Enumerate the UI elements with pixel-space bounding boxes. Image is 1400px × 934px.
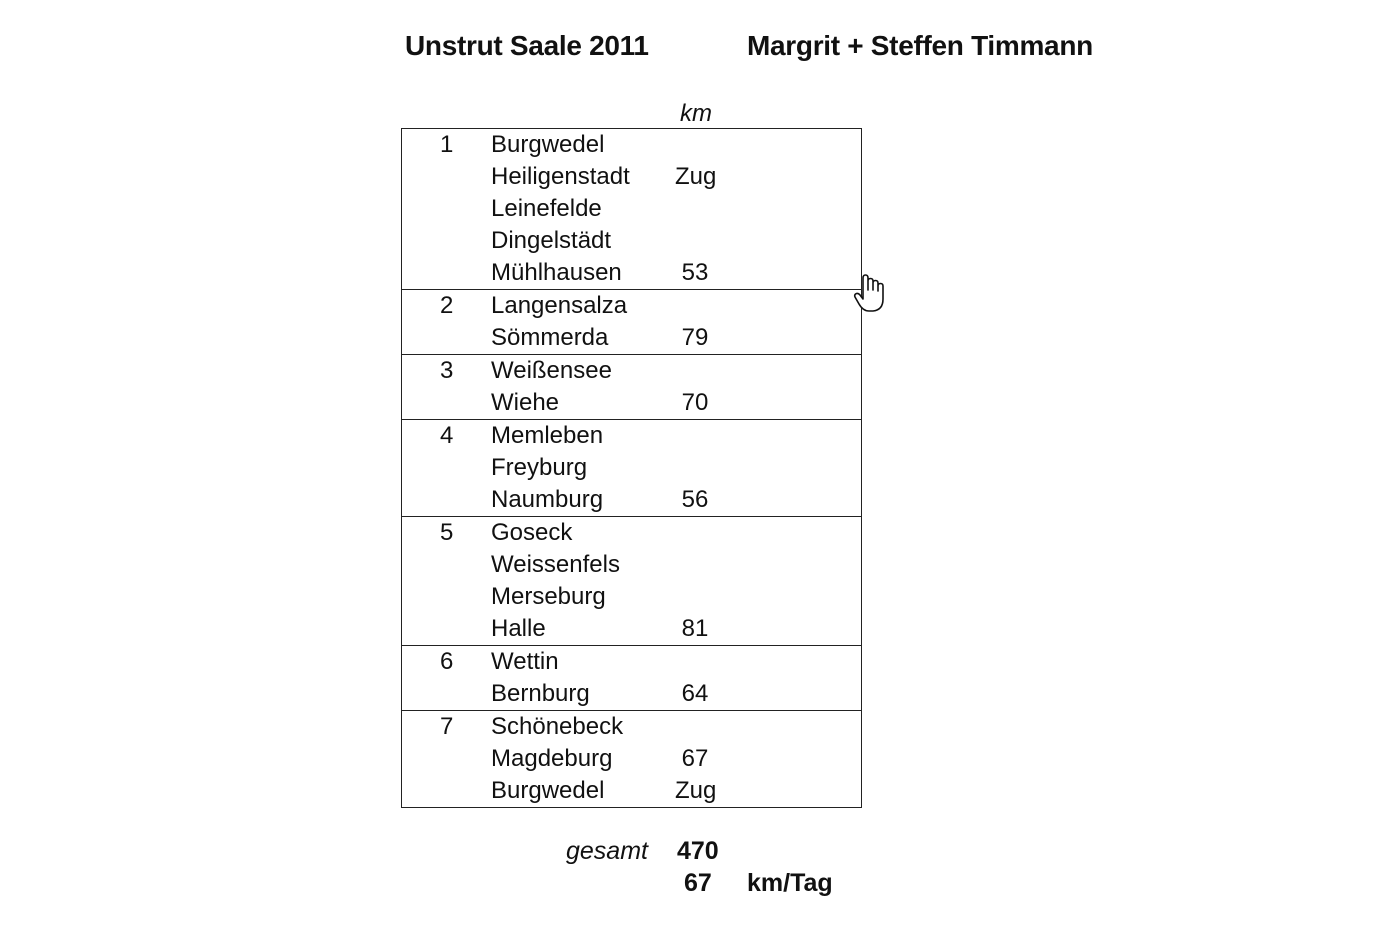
stage-group bbox=[402, 355, 861, 420]
table-row bbox=[402, 420, 861, 452]
stage-group bbox=[402, 420, 861, 517]
town-name: Halle bbox=[491, 615, 546, 642]
stage-number: 6 bbox=[440, 648, 454, 675]
table-row bbox=[402, 355, 861, 387]
town-name: Sömmerda bbox=[491, 324, 609, 351]
hand-pointer-icon bbox=[851, 272, 887, 314]
table-row bbox=[402, 225, 861, 257]
town-name: Wettin bbox=[491, 648, 559, 675]
stage-number: 7 bbox=[440, 713, 454, 740]
stage-number: 5 bbox=[440, 519, 454, 546]
town-name: Burgwedel bbox=[491, 131, 605, 158]
stage-number: 2 bbox=[440, 292, 454, 319]
stage-km: 64 bbox=[681, 680, 709, 707]
stage-number: 3 bbox=[440, 357, 454, 384]
table-row bbox=[402, 517, 861, 549]
stage-group bbox=[402, 290, 861, 355]
town-name: Goseck bbox=[491, 519, 573, 546]
town-name: Weissenfels bbox=[491, 551, 620, 578]
table-row bbox=[402, 290, 861, 322]
stage-group bbox=[402, 129, 861, 290]
total-label: gesamt bbox=[566, 837, 648, 865]
table-row bbox=[402, 711, 861, 743]
town-name: Naumburg bbox=[491, 486, 604, 513]
town-name: Leinefelde bbox=[491, 195, 602, 222]
km-column-header: km bbox=[680, 100, 712, 127]
table-row bbox=[402, 193, 861, 225]
authors: Margrit + Steffen Timmann bbox=[747, 30, 1093, 61]
table-row bbox=[402, 387, 861, 419]
stage-number: 4 bbox=[440, 422, 454, 449]
town-name: Schönebeck bbox=[491, 713, 624, 740]
stage-km: 53 bbox=[681, 259, 709, 286]
town-name: Mühlhausen bbox=[491, 259, 622, 286]
town-name: Merseburg bbox=[491, 583, 606, 610]
table-row bbox=[402, 743, 861, 775]
table-row bbox=[402, 452, 861, 484]
stage-km: 81 bbox=[681, 615, 709, 642]
stage-group bbox=[402, 711, 861, 808]
town-name: Memleben bbox=[491, 422, 604, 449]
town-name: Weißensee bbox=[491, 357, 612, 384]
table-row bbox=[402, 484, 861, 516]
table-row bbox=[402, 678, 861, 710]
stage-km: Zug bbox=[675, 163, 717, 190]
town-name: Heiligenstadt bbox=[491, 163, 630, 190]
table-row bbox=[402, 129, 861, 161]
stage-km: 67 bbox=[681, 745, 709, 772]
stage-number: 1 bbox=[440, 131, 454, 158]
table-row bbox=[402, 161, 861, 193]
table-row bbox=[402, 549, 861, 581]
table-row bbox=[402, 775, 861, 807]
table-row bbox=[402, 581, 861, 613]
average-km: 67 bbox=[684, 869, 712, 897]
town-name: Dingelstädt bbox=[491, 227, 612, 254]
town-name: Freyburg bbox=[491, 454, 588, 481]
town-name: Wiehe bbox=[491, 389, 560, 416]
average-unit: km/Tag bbox=[747, 869, 833, 897]
stage-table bbox=[401, 128, 862, 808]
table-row bbox=[402, 646, 861, 678]
stage-km: 56 bbox=[681, 486, 709, 513]
table-row bbox=[402, 257, 861, 289]
table-row bbox=[402, 613, 861, 645]
town-name: Langensalza bbox=[491, 292, 628, 319]
stage-km: 70 bbox=[681, 389, 709, 416]
stage-km: 79 bbox=[681, 324, 709, 351]
stage-group bbox=[402, 517, 861, 646]
total-km: 470 bbox=[677, 837, 719, 865]
town-name: Magdeburg bbox=[491, 745, 613, 772]
totals-section bbox=[0, 834, 1400, 914]
stage-group bbox=[402, 646, 861, 711]
town-name: Bernburg bbox=[491, 680, 590, 707]
page-title: Unstrut Saale 2011 bbox=[405, 30, 649, 61]
town-name: Burgwedel bbox=[491, 777, 605, 804]
table-row bbox=[402, 322, 861, 354]
stage-km: Zug bbox=[675, 777, 717, 804]
